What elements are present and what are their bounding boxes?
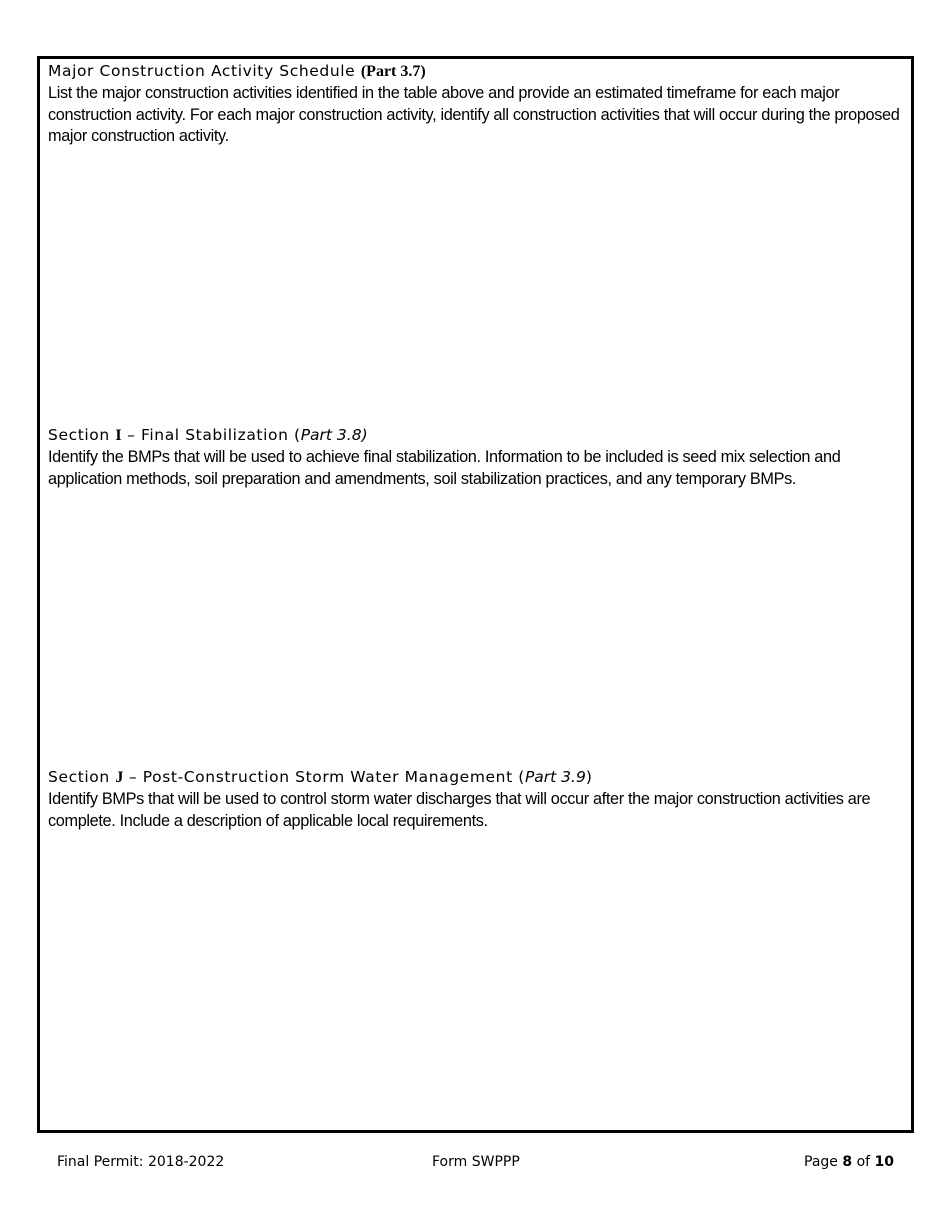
footer-page-number: [804, 1152, 894, 1172]
footer-permit: Final Permit: 2018-2022: [57, 1154, 225, 1170]
part-reference: Part 3.8): [300, 426, 368, 444]
form-box: [37, 56, 914, 1133]
section-title: – Post-Construction Storm Water Management (: [128, 768, 525, 786]
part-reference: (Part 3.7): [360, 63, 426, 80]
section-heading: [48, 60, 901, 83]
footer-form-name: Form SWPPP: [432, 1154, 520, 1170]
major-construction-activity-schedule-section: [48, 60, 901, 148]
section-instructions: Identify the BMPs that will be used to achieve final stabilization. Information to be included is seed mix selection and application methods, soil preparation and amendments, soil stabilization practices, and any temporary BMPs.: [48, 448, 841, 488]
section-title: – Final Stabilization (: [127, 426, 301, 444]
close-paren: ): [585, 768, 593, 786]
page-total: 10: [874, 1154, 894, 1170]
heading-text: Major Construction Activity Schedule: [48, 62, 356, 80]
part-reference: Part 3.9: [524, 768, 586, 786]
section-heading: [48, 766, 901, 789]
page-label: Page: [804, 1154, 838, 1170]
section-instructions: List the major construction activities identified in the table above and provide an estimated timeframe for each major construction activity. For each major construction activity, identify all construction activities that will occur during the proposed major construction activity.: [48, 84, 900, 145]
section-j-post-construction: [48, 766, 901, 832]
section-letter: J: [115, 769, 124, 786]
section-i-final-stabilization: [48, 424, 901, 490]
page-current: 8: [842, 1154, 853, 1170]
page-of: of: [856, 1154, 871, 1170]
section-instructions: Identify BMPs that will be used to control storm water discharges that will occur after the major construction activities are complete. Include a description of applicable local requirements.: [48, 790, 871, 830]
section-letter: I: [115, 427, 122, 444]
section-word: Section: [48, 426, 110, 444]
section-word: Section: [48, 768, 110, 786]
section-heading: [48, 424, 901, 447]
